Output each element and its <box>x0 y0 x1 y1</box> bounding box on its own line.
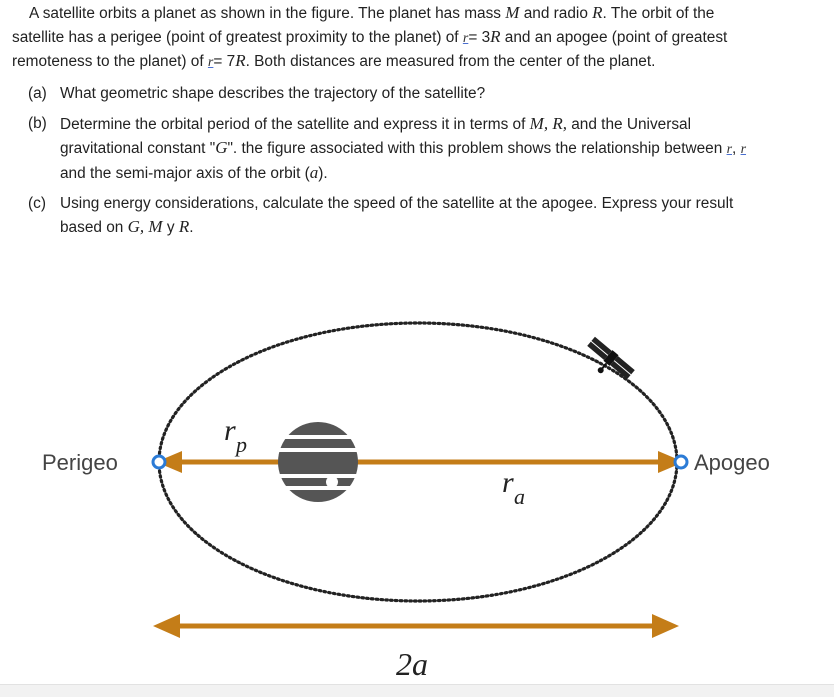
b-text-2: and the Universal gravitational constant " <box>60 116 692 157</box>
ra-label: r <box>502 466 514 499</box>
b-vars: M, R, <box>529 114 567 134</box>
b-comma: , <box>732 139 741 157</box>
intro-text-7: . Both distances are measured from the center of the planet. <box>245 53 656 71</box>
b-text-3: ". the figure associated with this problem shows the relationship between <box>227 139 727 157</box>
ra-symbol: r <box>207 55 214 71</box>
orbit-diagram <box>0 290 834 697</box>
intro-text-4: = 3 <box>468 28 491 46</box>
bottom-strip <box>0 684 834 697</box>
var-R-2: R <box>490 26 501 46</box>
two-a-arrowhead-right <box>652 614 679 638</box>
b-text-1: Determine the orbital period of the satellite and express it in terms of <box>60 116 530 134</box>
intro-text-2: and radio <box>519 5 593 22</box>
perigee-label: Perigeo <box>42 450 118 475</box>
question-letter: (a) <box>28 84 47 102</box>
var-R: R <box>592 3 603 22</box>
var-R-3: R <box>235 51 246 71</box>
question-letter: (c) <box>28 195 46 213</box>
perigee-point <box>153 456 165 468</box>
question-text: What geometric shape describes the trajectory of the satellite? <box>60 84 486 102</box>
intro-text-6: = 7 <box>213 53 236 71</box>
question-text <box>60 193 752 239</box>
c-text-2: . <box>189 218 194 236</box>
intro-text-3: . The orbit of the satellite has a perigee (point of greatest proximity to the planet) of <box>12 5 715 46</box>
var-M: M <box>505 3 520 22</box>
c-var-R: R <box>178 216 190 236</box>
apogee-label: Apogeo <box>694 450 770 475</box>
intro-text-1: A satellite orbits a planet as shown in the figure. The planet has mass <box>29 5 506 22</box>
var-a: a <box>309 162 319 182</box>
planet-icon <box>276 422 360 502</box>
var-G: G <box>215 137 228 157</box>
ra-subscript: a <box>514 484 525 509</box>
question-a <box>28 83 752 106</box>
two-a-arrowhead-left <box>153 614 180 638</box>
question-b <box>28 113 752 185</box>
apogee-point <box>675 456 687 468</box>
satellite-icon <box>579 336 636 389</box>
b-text-5: ). <box>318 164 328 182</box>
rp-subscript: p <box>236 432 247 457</box>
intro-text-5: and an apogee (point of greatest remoteness to the planet) of <box>12 28 728 71</box>
c-text-1: Using energy considerations, calculate the speed of the satellite at the apogee. Express your result based on <box>60 195 734 236</box>
question-parts <box>28 83 752 240</box>
question-letter: (b) <box>28 115 47 133</box>
two-a-label: 2a <box>396 646 428 682</box>
problem-intro <box>12 2 752 75</box>
b-text-4: and the semi-major axis of the orbit ( <box>60 164 310 182</box>
orbit-figure <box>0 290 834 697</box>
b-ra-symbol: r <box>726 141 733 157</box>
question-c <box>28 193 752 239</box>
problem-statement <box>12 2 752 247</box>
rp-label: r <box>224 414 236 447</box>
b-rp-symbol: r <box>740 141 747 157</box>
question-text <box>60 113 752 185</box>
c-vars: G, M <box>127 216 163 236</box>
rp-symbol: r <box>462 30 469 46</box>
c-y: y <box>162 218 179 236</box>
